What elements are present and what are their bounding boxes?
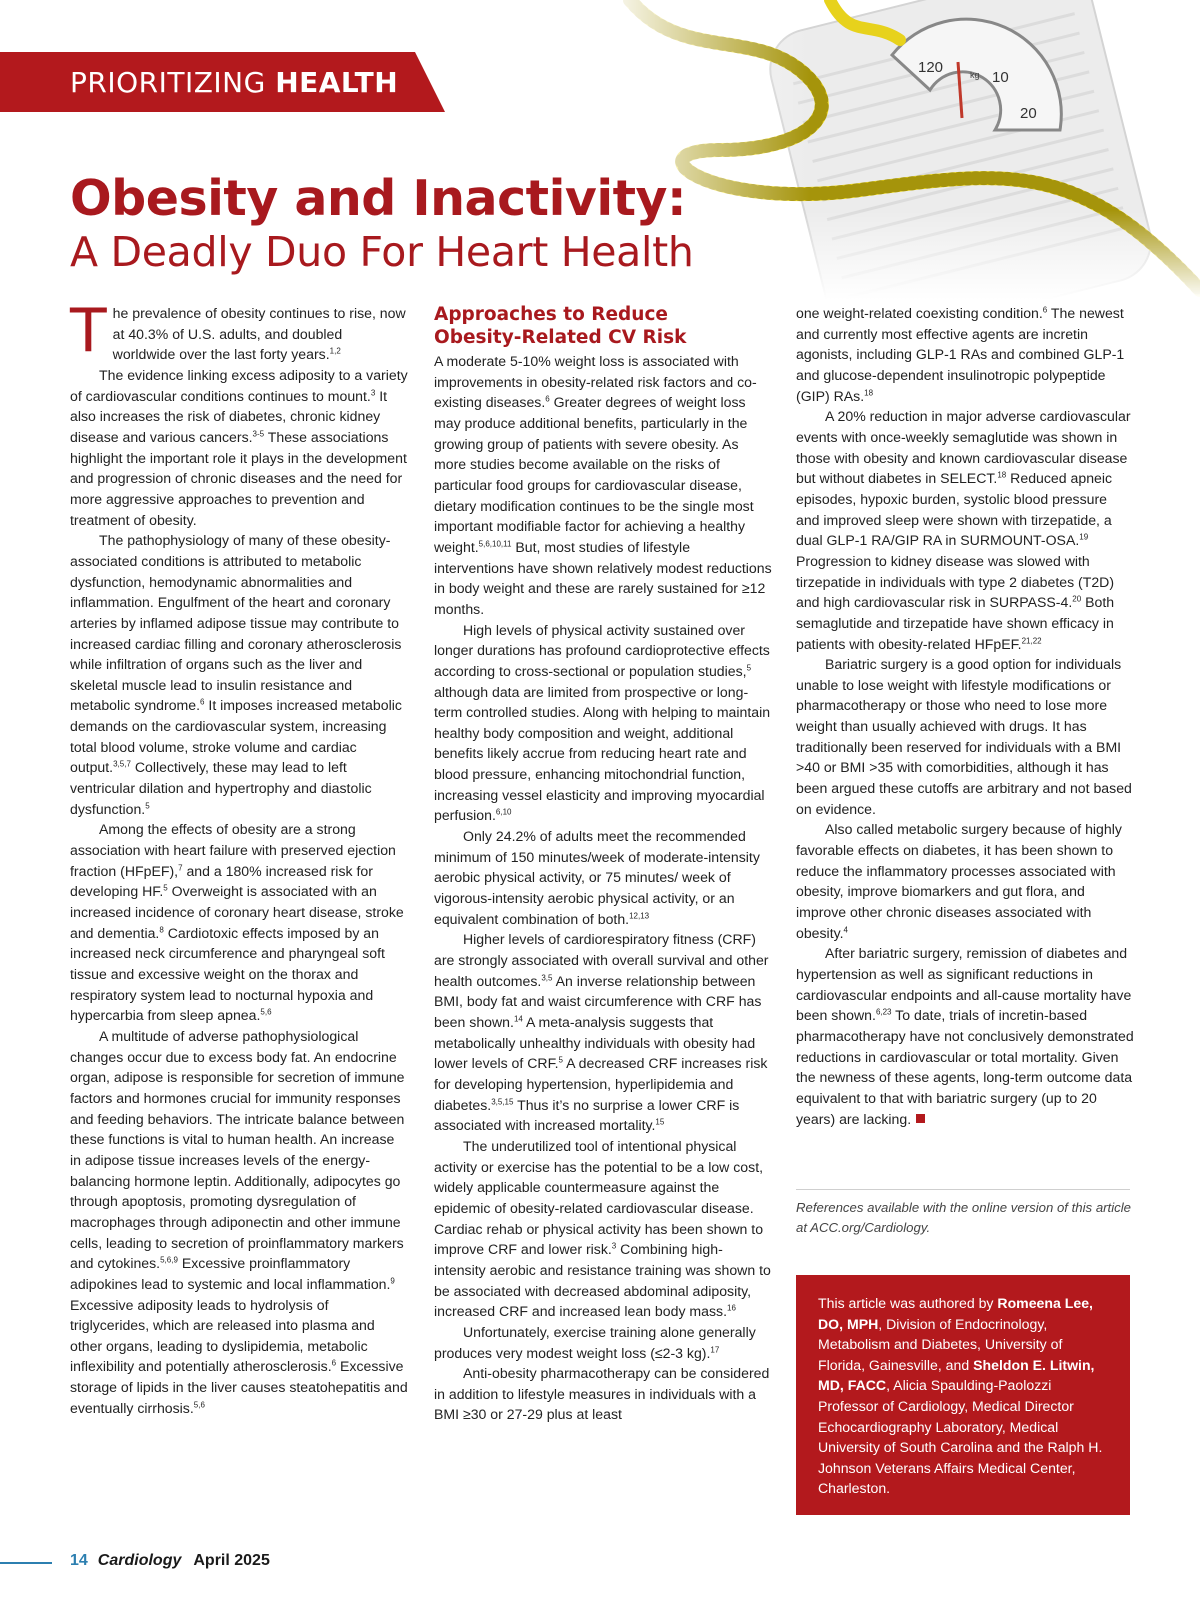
paragraph: The evidence linking excess adiposity to a variety of cardiovascular conditions continues to mount.$^3$ It also increases the risk of diabetes, chronic kidney disease and various cancers.$^{3-5}$ These associations highlight the important role it plays in the development and progression of chronic diseases and the need for more aggressive approaches to prevention and treatment of obesity. — [70, 366, 408, 528]
section-heading: Approaches to Reduce Obesity-Related CV Risk — [434, 304, 687, 348]
author-box: This article was authored by Romeena Lee, DO, MPH, Division of Endocrinology, Metabolism and Diabetes, University of Florida, Gainesville, and Sheldon E. Litwin, MD, FACC, Alicia Spaulding-Paolozzi Professor of Cardiology, Medical Director Echocardiography Laboratory, Medical University of South Carolina and the Ralph H. Johnson Veterans Affairs Medical Center, Charleston. — [796, 1275, 1130, 1515]
paragraph: Bariatric surgery is a good option for individuals unable to lose weight with lifestyle modifications or pharmacotherapy or those who need to lose more weight than usually achieved with drugs. It has traditionally been reserved for individuals with a BMI >40 or BMI >35 with comorbidities, although it has been argued these cutoffs are arbitrary and not based on evidence. — [796, 656, 1132, 817]
article-subtitle: A Deadly Duo For Heart Health — [70, 228, 694, 276]
paragraph: The pathophysiology of many of these obesity-associated conditions is attributed to metabolic dysfunction, hemodynamic abnormalities and inflammation. Engulfment of the heart and coronary arteries by inflamed adipose tissue may contribute to increased cardiac filling and coronary atherosclerosis while infiltration of organs such as the liver and skeletal muscle lead to insulin resistance and metabolic syndrome.$^6$ It imposes increased metabolic demands on the cardiovascular system, increasing total blood volume, stroke volume and cardiac output.$^{3,5,7}$ Collectively, these may lead to left ventricular dilation and hypertrophy and diastolic dysfunction.$^5$ — [70, 532, 402, 817]
magazine-name: Cardiology — [97, 1552, 182, 1569]
article-column-1 — [70, 296, 408, 1418]
paragraph: A multitude of adverse pathophysiological changes occur due to excess body fat. An endocrine organ, adipose is responsible for secretion of immune factors and hormones crucial for immunity responses and feeding behaviors. The intricate balance between these functions is vital to human health. An increase in adipose tissue increases levels of the energy-balancing hormone leptin. Additionally, adipocytes go through apoptosis, promoting dysregulation of macrophages through adiponectin and other immune cells, leading to secretion of proinflammatory markers and cytokines.$^{5,6,9}$ Excessive proinflammatory adipokines lead to systemic and local inflammation.$^9$ Excessive adiposity leads to hydrolysis of triglycerides, which are released into plasma and other organs, leading to dyslipidemia, metabolic inflexibility and potentially atherosclerosis.$^6$ Excessive storage of lipids in the liver causes steatohepatitis and eventually cirrhosis.$^{5,6}$ — [70, 1027, 408, 1416]
paragraph: A moderate 5-10% weight loss is associated with improvements in obesity-related risk factors and co-existing diseases.$^6$ Greater degrees of weight loss may produce additional benefits, particularly in the growing group of patients with severe obesity. As more studies become available on the risks of particular food groups for cardiovascular disease, dietary modification continues to be the single most important modifiable factor for achieving a healthy weight.$^{5,6,10,11}$ But, most studies of lifestyle interventions have shown relatively modest reductions in body weight and these are rarely sustained for ≥12 months. — [434, 353, 772, 617]
paragraph: Unfortunately, exercise training alone generally produces very modest weight loss (≤2-3 kg).$^{17}$ — [434, 1323, 756, 1361]
section-label-light: PRIORITIZING — [70, 66, 276, 99]
page-number: 14 — [70, 1552, 88, 1569]
divider — [796, 1189, 1130, 1190]
paragraph: The prevalence of obesity continues to rise, now at 40.3% of U.S. adults, and doubled worldwide over the last forty years.$^{1,2}$ — [70, 296, 406, 366]
paragraph: Among the effects of obesity are a strong association with heart failure with preserved ejection fraction (HFpEF),$^7$ and a 180% increased risk for developing HF.$^5$ Overweight is associated with an increased incidence of coronary heart disease, stroke and dementia.$^8$ Cardiotoxic effects imposed by an increased neck circumference and pharyngeal soft tissue and excessive weight on the thorax and respiratory system lead to nocturnal hypoxia and hypercarbia from sleep apnea.$^{5,6}$ — [70, 821, 404, 1024]
author-name: Romeena Lee, DO, MPH — [818, 1295, 1093, 1332]
paragraph: Anti-obesity pharmacotherapy can be considered in addition to lifestyle measures in individuals with a BMI ≥30 or 27-29 plus at least — [434, 1365, 770, 1423]
paragraph: one weight-related coexisting condition.$^6$ The newest and currently most effective agents are incretin agonists, including GLP-1 RAs and combined GLP-1 and glucose-dependent insulinotropic polypeptide (GIP) RAs.$^{18}$ — [796, 305, 1125, 404]
paragraph: High levels of physical activity sustained over longer durations has profound cardioprotective effects according to cross-sectional or population studies,$^5$ although data are limited from prospective or long-term controlled studies. Along with helping to maintain healthy body composition and weight, additional benefits likely accrue from reducing heart rate and blood pressure, enhancing mitochondrial function, increasing vessel elasticity and improving myocardial perfusion.$^{6,10}$ — [434, 621, 771, 824]
section-label-bold: HEALTH — [275, 66, 399, 99]
section-label — [70, 66, 398, 99]
article-column-2 — [434, 303, 772, 1425]
paragraph: Only 24.2% of adults meet the recommended minimum of 150 minutes/week of moderate-intensity aerobic physical activity, or 75 minutes/ week of vigorous-intensity aerobic physical activity, or an equivalent combination of both.$^{12,13}$ — [434, 828, 760, 927]
author-name: Sheldon E. Litwin, MD, FACC — [818, 1356, 1095, 1394]
article-column-3 — [796, 303, 1134, 1129]
page-footer — [70, 1552, 270, 1570]
issue-date: April 2025 — [193, 1552, 270, 1569]
article-title: Obesity and Inactivity: — [70, 170, 687, 227]
paragraph: Also called metabolic surgery because of highly favorable effects on diabetes, it has been shown to reduce the inflammatory processes associated with obesity, improve biomarkers and gut flora, and improve other chronic diseases associated with obesity.$^4$ — [796, 821, 1122, 941]
paragraph: After bariatric surgery, remission of diabetes and hypertension as well as significant reductions in cardiovascular endpoints and all-cause mortality have been shown.$^{6,23}$ To date, trials of incretin-based pharmacotherapy have not conclusively demonstrated reductions in cardiovascular or total mortality. Given the newness of these agents, long-term outcome data equivalent to that with bariatric surgery (up to 20 years) are lacking. — [796, 945, 1134, 1127]
paragraph: Higher levels of cardiorespiratory fitness (CRF) are strongly associated with overall survival and other health outcomes.$^{3,5}$ An inverse relationship between BMI, body fat and waist circumference with CRF has been shown.$^{14}$ A meta-analysis suggests that metabolically unhealthy individuals with obesity had lower levels of CRF.$^5$ A decreased CRF increases risk for developing hypertension, hyperlipidemia and diabetes.$^{3,5,15}$ Thus it’s no surprise a lower CRF is associated with increased mortality.$^{15}$ — [434, 931, 769, 1134]
footer-rule — [0, 1562, 52, 1564]
paragraph: The underutilized tool of intentional physical activity or exercise has the potential to be a low cost, widely applicable countermeasure against the epidemic of obesity-related cardiovascular disease. Cardiac rehab or physical activity has been shown to improve CRF and lower risk.$^3$ Combining high-intensity aerobic and resistance training was shown to be associated with decreased abdominal adiposity, increased CRF and increased lean body mass.$^{16}$ — [434, 1137, 771, 1320]
drop-cap: T — [70, 296, 107, 366]
end-mark-icon — [916, 1114, 925, 1123]
paragraph: A 20% reduction in major adverse cardiovascular events with once-weekly semaglutide was shown in those with obesity and known cardiovascular disease but without diabetes in SELECT.$^{18}$ Reduced apneic episodes, hypoxic burden, systolic blood pressure and improved sleep were shown with tirzepatide, a dual GLP-1 RA/GIP RA in SURMOUNT-OSA.$^{19}$ Progression to kidney disease was slowed with tirzepatide in individuals with type 2 diabetes (T2D) and high cardiovascular risk in SURPASS-4.20 Both semaglutide and tirzepatide have shown efficacy in patients with obesity-related HFpEF.$^{21,22}$ — [796, 408, 1131, 652]
references-note: References available with the online version of this article at ACC.org/Cardiology. — [796, 1200, 1131, 1235]
